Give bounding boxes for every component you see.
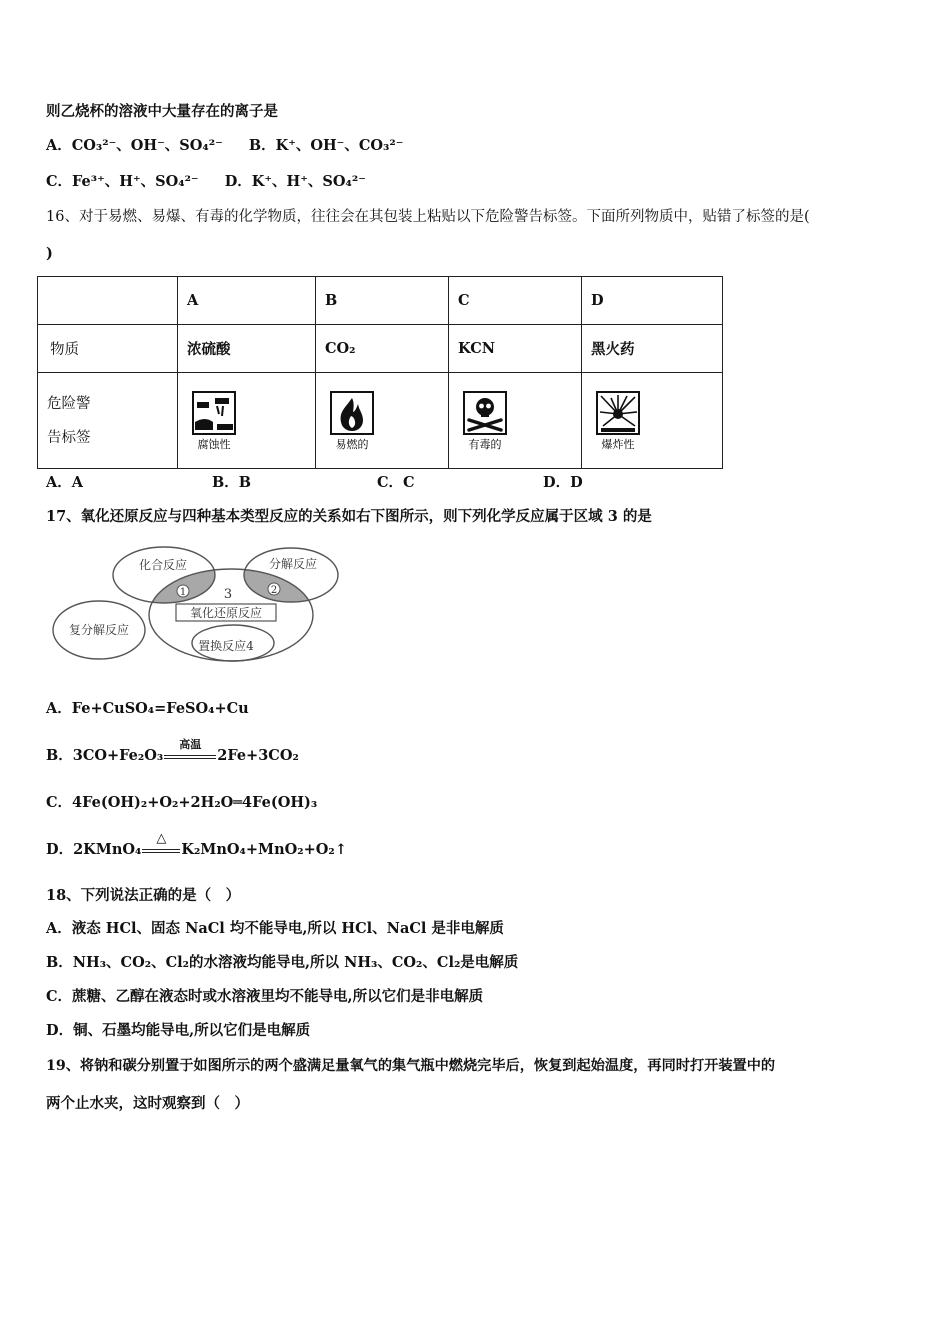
header-cell: A [178,277,316,325]
hazard-cell [449,373,582,469]
q15-stem: 则乙烧杯的溶液中大量存在的离子是 [46,103,278,120]
hazard-cell [316,373,449,469]
q16-stem [46,207,906,227]
header-cell [38,277,178,325]
q15-options-row1 [46,136,403,156]
q17-option-b-left: B．3CO+Fe₂O₃ [46,747,164,764]
q18-stem: 18、下列说法正确的是（ ） [46,887,241,904]
label-combination: 化合反应 [138,558,188,572]
reaction-venn-diagram [50,544,350,666]
header-cell: B [316,277,449,325]
label-redox: 氧化还原反应 [189,606,263,620]
q17-option-d[interactable] [46,831,347,860]
q16-option-c[interactable]: C．C [377,474,415,491]
q17-stem: 17、氧化还原反应与四种基本类型反应的关系如右下图所示，则下列化学反应属于区域 3 的是 [46,508,652,525]
hazard-caption: 爆炸性 [601,437,635,451]
q16-stem-end: ) [46,245,53,262]
q18-option-a[interactable]: A．液态 HCl、固态 NaCl 均不能导电,所以 HCl、NaCl 是非电解质 [46,920,504,937]
region-3: 3 [223,587,233,602]
header-cell: D [582,277,723,325]
q15-options-row2 [46,172,366,192]
q18-option-d[interactable]: D．铜、石墨均能导电,所以它们是电解质 [46,1022,311,1039]
table-row [38,325,723,373]
equals-arrow [164,738,216,763]
q15-option-d[interactable]: D．K⁺、H⁺、SO₄²⁻ [224,173,366,190]
hazard-caption: 易燃的 [335,437,369,451]
q16-option-a[interactable]: A．A [46,474,84,491]
label-row-line2: 告标签 [47,429,91,446]
q16-stem-text: 16、对于易燃、易爆、有毒的化学物质，往往会在其包装上粘贴以下危险警告标签。下面所列物质中，贴错了标签的是( [46,209,810,225]
flammable-icon [325,390,379,452]
q18-option-b[interactable]: B．NH₃、CO₂、Cl₂的水溶液均能导电,所以 NH₃、CO₂、Cl₂是电解质 [46,954,519,971]
q15-option-b[interactable]: B．K⁺、OH⁻、CO₃²⁻ [248,137,404,154]
header-cell: C [449,277,582,325]
equals-arrow [142,831,180,857]
substance-cell: CO₂ [316,325,449,373]
q17-option-b[interactable] [46,738,299,766]
substance-cell: 浓硫酸 [178,325,316,373]
q16-option-d[interactable]: D．D [543,474,583,491]
q18-option-c[interactable]: C．蔗糖、乙醇在液态时或水溶液里均不能导电,所以它们是非电解质 [46,988,484,1005]
label-row-line1: 危险警 [47,395,91,412]
label-decomposition: 分解反应 [268,557,318,571]
label-displacement: 置换反应4 [198,639,254,653]
substance-cell: KCN [449,325,582,373]
q17-option-b-right: 2Fe+3CO₂ [217,747,299,764]
hazard-table [37,276,723,469]
q17-option-d-right: K₂MnO₄+MnO₂+O₂↑ [181,841,347,858]
row-label: 物质 [38,325,178,373]
reaction-condition: 高温 [179,738,202,751]
q19-stem-line1: 19、将钠和碳分别置于如图所示的两个盛满足量氧气的集气瓶中燃烧完毕后，恢复到起始温度，再同时打开装置中的 [46,1058,776,1074]
q17-option-d-left: D．2KMnO₄ [46,841,142,858]
reaction-condition: △ [156,831,167,846]
hazard-cell [582,373,723,469]
region-1: 1 [179,587,187,598]
q15-option-a[interactable]: A．CO₃²⁻、OH⁻、SO₄²⁻ [46,137,223,154]
table-row [38,373,723,469]
q16-option-b[interactable]: B．B [212,474,252,491]
q17-option-a[interactable]: A．Fe+CuSO₄=FeSO₄+Cu [46,700,249,717]
toxic-skull-icon [458,390,512,452]
label-row-label [38,373,178,469]
region-2: 2 [270,585,278,596]
hazard-caption: 腐蚀性 [197,437,231,451]
corrosive-icon [187,390,241,452]
explosive-icon [591,390,645,452]
table-header-row [38,277,723,325]
q15-option-c[interactable]: C．Fe³⁺、H⁺、SO₄²⁻ [46,173,199,190]
q17-option-c[interactable]: C．4Fe(OH)₂+O₂+2H₂O═4Fe(OH)₃ [46,794,318,811]
substance-cell: 黑火药 [582,325,723,373]
hazard-cell [178,373,316,469]
q19-stem-line2: 两个止水夹，这时观察到（ ） [46,1095,249,1112]
label-double-decomp: 复分解反应 [68,623,130,637]
hazard-caption: 有毒的 [468,437,502,451]
